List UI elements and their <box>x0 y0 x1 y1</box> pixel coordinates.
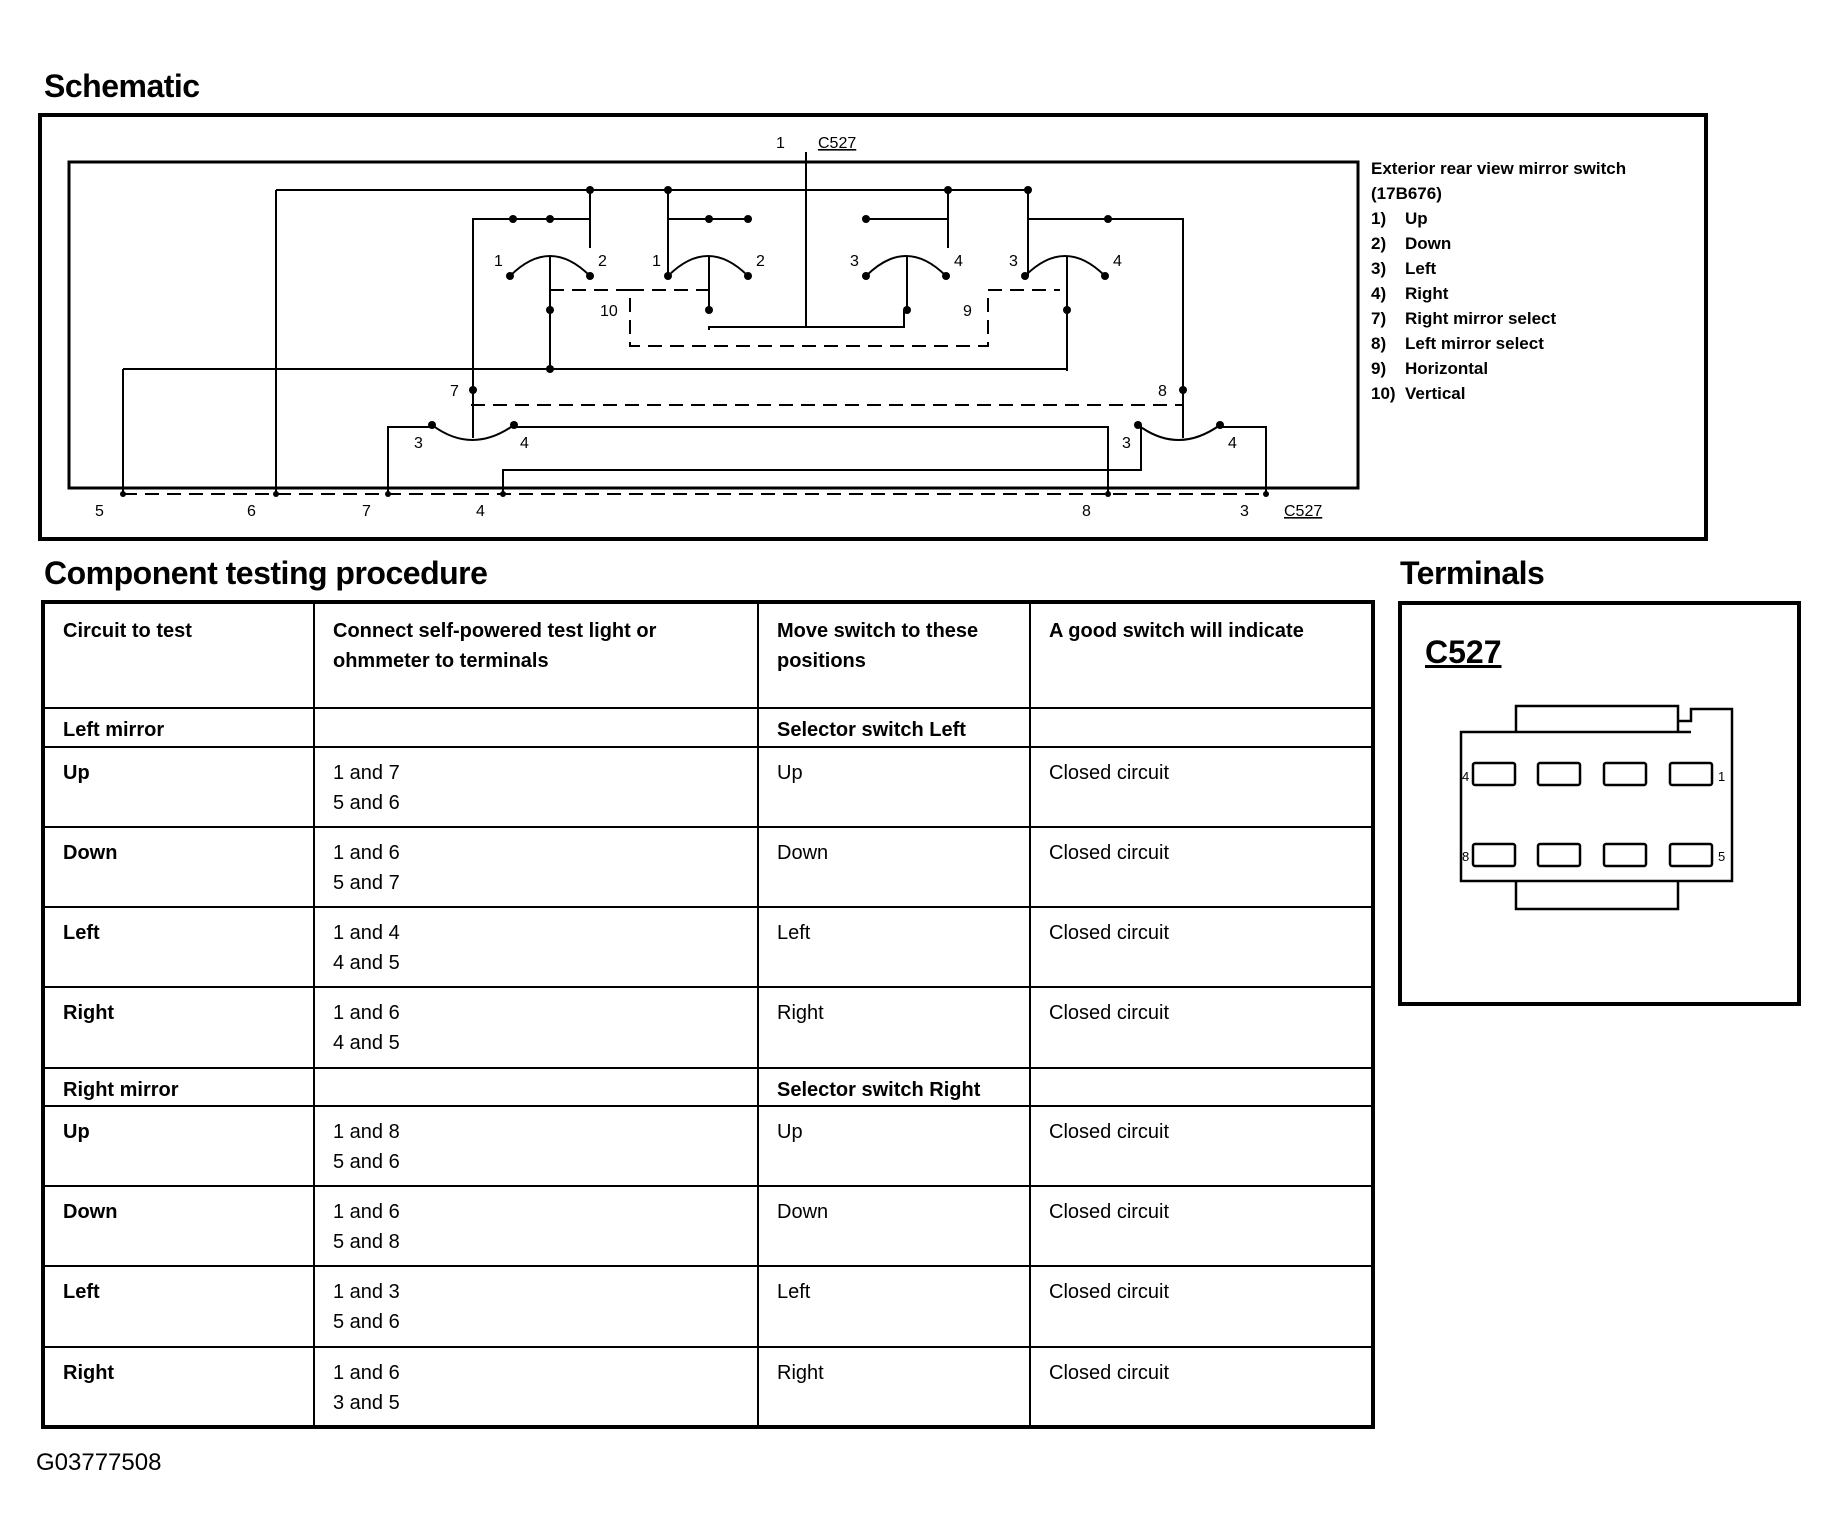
legend-item: (17B676) <box>1371 184 1442 203</box>
legend-item: 7) Right mirror select <box>1371 309 1557 328</box>
cell: 1 and 6 4 and 5 <box>333 1002 400 1055</box>
cell: Closed circuit <box>1049 1361 1170 1384</box>
connector-label-top: C527 <box>818 135 857 152</box>
connector-face-diagram <box>1398 601 1801 1006</box>
switch-pin-3a: 3 <box>850 253 859 270</box>
terminal-pin-label: 1 <box>1718 769 1726 784</box>
cell: Up <box>63 761 90 784</box>
cell: Left <box>777 922 811 945</box>
bottom-pin-6: 6 <box>247 503 256 520</box>
header-cell: Connect self-powered test light or ohmmeter to terminals <box>314 602 758 708</box>
procedure-heading: Component testing procedure <box>44 555 488 591</box>
legend-item: 9) Horizontal <box>1371 359 1489 378</box>
cell: Up <box>63 1120 90 1143</box>
cell: 1 and 6 5 and 7 <box>333 841 400 894</box>
section-row <box>43 708 1373 746</box>
cell: 1 and 6 3 and 5 <box>333 1361 400 1414</box>
table-header-row <box>43 602 1373 708</box>
bottom-pin-8: 8 <box>1082 503 1091 520</box>
table-row <box>43 1106 1373 1186</box>
switch-pin-4a: 4 <box>954 253 963 270</box>
switch-pin-1a: 1 <box>494 253 503 270</box>
selector-pin-3a: 3 <box>414 435 423 452</box>
cell: 1 and 6 5 and 8 <box>333 1201 400 1254</box>
cell: Left <box>63 1281 100 1304</box>
cell: Selector switch Left <box>777 719 966 742</box>
selector-pin-3b: 3 <box>1122 435 1131 452</box>
table-row <box>43 1186 1373 1266</box>
terminal-pin-label: 5 <box>1718 849 1726 864</box>
cell: Closed circuit <box>1049 1002 1170 1025</box>
cell: Closed circuit <box>1049 1120 1170 1143</box>
legend-item: 2) Down <box>1371 234 1452 253</box>
table-row <box>43 1347 1373 1427</box>
terminal-pin-label: 4 <box>1462 769 1470 784</box>
terminals-connector-name: C527 <box>1425 634 1502 670</box>
cell: 1 and 3 5 and 6 <box>333 1281 400 1334</box>
cell: Down <box>63 841 118 864</box>
terminal-pin-label: 8 <box>1462 849 1470 864</box>
cell: Right <box>777 1361 824 1384</box>
legend-item: Exterior rear view mirror switch <box>1371 159 1627 178</box>
cell: Closed circuit <box>1049 841 1170 864</box>
cell: Left <box>777 1281 811 1304</box>
table-row <box>43 827 1373 907</box>
switch-pin-3b: 3 <box>1009 253 1018 270</box>
bottom-pin-4: 4 <box>476 503 485 520</box>
section-row <box>43 1068 1373 1106</box>
cell: Up <box>777 1120 803 1143</box>
cell: Down <box>777 1201 829 1224</box>
cell: Closed circuit <box>1049 761 1170 784</box>
selector-pin-4a: 4 <box>520 435 529 452</box>
figure-id: G03777508 <box>36 1449 162 1476</box>
bottom-pin-7: 7 <box>362 503 371 520</box>
cell <box>1031 709 1371 715</box>
legend-item: 10) Vertical <box>1371 384 1466 403</box>
legend-item: 1) Up <box>1371 209 1428 228</box>
cell: Up <box>777 761 803 784</box>
table-row <box>43 747 1373 827</box>
table-row <box>43 987 1373 1067</box>
bottom-pin-5: 5 <box>95 503 104 520</box>
cell: Selector switch Right <box>777 1078 981 1101</box>
horizontal-label: 9 <box>963 303 972 320</box>
header-cell: Circuit to test <box>43 602 314 708</box>
cell: Closed circuit <box>1049 922 1170 945</box>
cell: Left mirror <box>63 719 165 742</box>
switch-pin-4b: 4 <box>1113 253 1122 270</box>
vertical-label: 10 <box>600 303 618 320</box>
cell <box>315 709 757 715</box>
cell: Closed circuit <box>1049 1281 1170 1304</box>
selector-pin-4b: 4 <box>1228 435 1237 452</box>
table-row <box>43 1266 1373 1346</box>
switch-pin-2a: 2 <box>598 253 607 270</box>
table-row <box>43 907 1373 987</box>
connector-label-bottom: C527 <box>1284 503 1323 520</box>
bottom-pin-3: 3 <box>1240 503 1249 520</box>
cell: Down <box>63 1201 118 1224</box>
cell: 1 and 8 5 and 6 <box>333 1120 400 1173</box>
switch-pin-1b: 1 <box>652 253 661 270</box>
cell: Closed circuit <box>1049 1201 1170 1224</box>
header-cell: Move switch to these positions <box>758 602 1030 708</box>
top-pin-label: 1 <box>776 135 785 152</box>
legend-item: 8) Left mirror select <box>1371 334 1544 353</box>
schematic-legend <box>1371 156 1626 406</box>
cell <box>1031 1069 1371 1075</box>
right-select-label: 8 <box>1158 383 1167 400</box>
cell: Right <box>777 1002 824 1025</box>
cell: 1 and 4 4 and 5 <box>333 922 400 975</box>
legend-item: 3) Left <box>1371 259 1437 278</box>
schematic-heading: Schematic <box>44 68 200 104</box>
terminals-heading: Terminals <box>1400 555 1545 591</box>
testing-procedure-table <box>41 600 1375 1429</box>
cell <box>315 1069 757 1075</box>
header-cell: A good switch will indicate <box>1030 602 1373 708</box>
cell: Right mirror <box>63 1078 179 1101</box>
left-select-label: 7 <box>450 383 459 400</box>
cell: 1 and 7 5 and 6 <box>333 761 400 814</box>
cell: Down <box>777 841 829 864</box>
cell: Right <box>63 1361 115 1384</box>
cell: Right <box>63 1002 115 1025</box>
switch-pin-2b: 2 <box>756 253 765 270</box>
cell: Left <box>63 922 100 945</box>
legend-item: 4) Right <box>1371 284 1449 303</box>
